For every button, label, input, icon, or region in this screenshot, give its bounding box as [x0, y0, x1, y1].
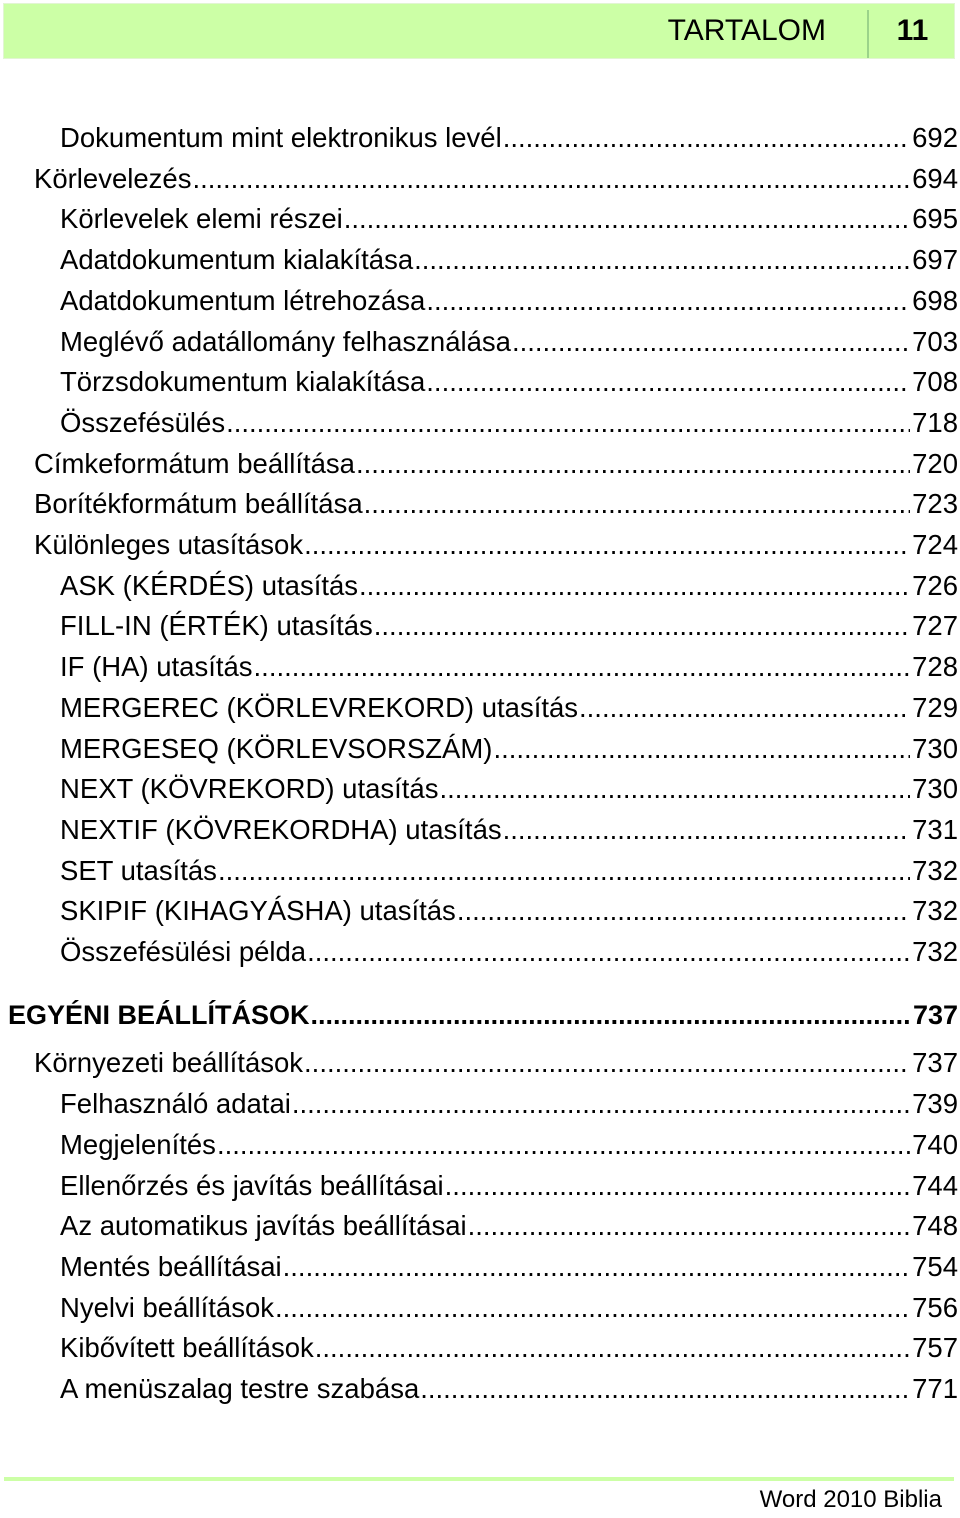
toc-entry[interactable]: [60, 688, 958, 728]
toc-entry-title: Borítékformátum beállítása: [34, 488, 363, 520]
dot-leader: [304, 1043, 910, 1083]
toc-entry[interactable]: [60, 729, 958, 769]
toc-entry-page: 757: [912, 1332, 958, 1364]
toc-entry-title: Meglévő adatállomány felhasználása: [60, 325, 511, 357]
chapter-title: TARTALOM: [667, 14, 826, 47]
dot-leader: [292, 1084, 910, 1124]
dot-leader: [356, 444, 910, 484]
page-number: 11: [896, 14, 929, 47]
toc-entry[interactable]: [8, 995, 958, 1035]
toc-entry[interactable]: [60, 606, 958, 646]
toc-entry-page: 726: [912, 569, 958, 601]
toc-entry-page: 732: [912, 936, 958, 967]
toc-entry[interactable]: [60, 362, 958, 402]
toc-entry-title: Körlevelek elemi részei: [60, 203, 343, 235]
toc-entry-page: 732: [912, 895, 958, 927]
dot-leader: [493, 729, 910, 769]
toc-entry-page: 695: [912, 203, 958, 235]
toc-entry-title: SKIPIF (KIHAGYÁSHA) utasítás: [60, 895, 456, 927]
toc-entry-page: 720: [912, 447, 958, 479]
dot-leader: [426, 281, 910, 321]
toc-entry-title: NEXTIF (KÖVREKORDHA) utasítás: [60, 813, 502, 845]
toc-entry[interactable]: [34, 1043, 958, 1083]
dot-leader: [344, 199, 910, 239]
toc-entry[interactable]: [60, 118, 958, 158]
toc-entry-title: A menüszalag testre szabása: [60, 1373, 420, 1404]
toc-entry-page: 723: [912, 488, 958, 520]
dot-leader: [226, 403, 910, 443]
toc-entry[interactable]: [60, 240, 958, 280]
page-header: [4, 4, 954, 58]
toc-entry-page: 698: [912, 284, 958, 316]
toc-entry-title: Címkeformátum beállítása: [34, 447, 355, 479]
toc-entry-title: Adatdokumentum kialakítása: [60, 244, 414, 276]
toc-entry[interactable]: [60, 1369, 958, 1409]
header-divider: [867, 10, 869, 58]
toc-entry-page: 737: [912, 1047, 958, 1079]
dot-leader: [439, 769, 910, 809]
toc-entry-page: 730: [912, 732, 958, 764]
toc-entry[interactable]: [34, 444, 958, 484]
toc-entry-title: EGYÉNI BEÁLLÍTÁSOK: [8, 999, 310, 1030]
dot-leader: [311, 995, 911, 1035]
toc-entry[interactable]: [60, 891, 958, 931]
dot-leader: [217, 1125, 910, 1165]
toc-entry-page: 728: [912, 651, 958, 683]
dot-leader: [192, 159, 910, 199]
toc-entry-title: Az automatikus javítás beállításai: [60, 1210, 467, 1242]
toc-entry-page: 740: [912, 1128, 958, 1160]
dot-leader: [512, 322, 910, 362]
dot-leader: [374, 606, 910, 646]
toc-entry[interactable]: [60, 199, 958, 239]
toc-entry-page: 694: [912, 162, 958, 194]
toc-entry-title: Körlevelezés: [34, 162, 192, 194]
toc-entry-title: Törzsdokumentum kialakítása: [60, 366, 426, 398]
toc-entry-page: 732: [912, 854, 958, 886]
toc-entry-title: Összefésülési példa: [60, 936, 307, 967]
dot-leader: [445, 1166, 910, 1206]
dot-leader: [359, 566, 910, 606]
dot-leader: [457, 891, 910, 931]
toc-entry-title: Felhasználó adatai: [60, 1088, 291, 1120]
toc-entry-page: 703: [912, 325, 958, 357]
toc-entry-title: MERGESEQ (KÖRLEVSORSZÁM): [60, 732, 493, 764]
toc-entry[interactable]: [60, 647, 958, 687]
toc-entry-title: SET utasítás: [60, 854, 217, 886]
toc-entry[interactable]: [60, 403, 958, 443]
toc-entry[interactable]: [60, 1206, 958, 1246]
toc-entry-title: Dokumentum mint elektronikus levél: [60, 122, 502, 153]
toc-entry-title: Összefésülés: [60, 406, 226, 438]
toc-entry-title: Megjelenítés: [60, 1128, 216, 1160]
toc-entry[interactable]: [60, 1288, 958, 1328]
dot-leader: [364, 484, 910, 524]
toc-entry[interactable]: [60, 932, 958, 972]
toc-entry[interactable]: [60, 1084, 958, 1124]
toc-entry-title: Kibővített beállítások: [60, 1332, 314, 1364]
toc-entry-page: 771: [912, 1373, 958, 1404]
toc-entry[interactable]: [60, 810, 958, 850]
toc-entry-title: Ellenőrzés és javítás beállításai: [60, 1169, 444, 1201]
dot-leader: [414, 240, 910, 280]
toc-entry-page: 744: [912, 1169, 958, 1201]
toc-entry-title: Mentés beállításai: [60, 1250, 282, 1282]
dot-leader: [307, 932, 910, 972]
dot-leader: [315, 1328, 910, 1368]
toc-entry[interactable]: [34, 484, 958, 524]
toc-entry[interactable]: [60, 1166, 958, 1206]
toc-entry-page: 756: [912, 1291, 958, 1323]
toc-entry-page: 697: [912, 244, 958, 276]
toc-entry[interactable]: [60, 769, 958, 809]
book-title: Word 2010 Biblia: [759, 1486, 942, 1513]
toc-entry[interactable]: [60, 851, 958, 891]
toc-entry[interactable]: [60, 1328, 958, 1368]
toc-entry-page: 737: [912, 999, 958, 1030]
dot-leader: [468, 1206, 911, 1246]
toc-entry[interactable]: [60, 566, 958, 606]
toc-entry-title: Különleges utasítások: [34, 529, 304, 560]
dot-leader: [275, 1288, 910, 1328]
toc-entry-title: FILL-IN (ÉRTÉK) utasítás: [60, 610, 373, 642]
toc-entry-page: 754: [912, 1250, 958, 1282]
toc-entry[interactable]: [60, 1125, 958, 1165]
toc-entry-title: ASK (KÉRDÉS) utasítás: [60, 569, 359, 601]
dot-leader: [254, 647, 911, 687]
toc-entry-page: 739: [912, 1088, 958, 1120]
toc-entry-title: NEXT (KÖVREKORD) utasítás: [60, 773, 439, 805]
toc-entry[interactable]: [60, 1247, 958, 1287]
toc-entry[interactable]: [34, 159, 958, 199]
dot-leader: [283, 1247, 910, 1287]
toc-entry-title: Adatdokumentum létrehozása: [60, 284, 426, 316]
toc-entry[interactable]: [34, 525, 958, 565]
toc-entry-page: 748: [912, 1210, 958, 1242]
toc-entry-title: IF (HA) utasítás: [60, 651, 253, 683]
toc-entry-title: Környezeti beállítások: [34, 1047, 304, 1079]
dot-leader: [218, 851, 910, 891]
toc-entry[interactable]: [60, 322, 958, 362]
toc-entry-page: 718: [912, 406, 958, 438]
dot-leader: [420, 1369, 910, 1409]
dot-leader: [304, 525, 910, 565]
toc-entry-page: 730: [912, 773, 958, 805]
toc-entry-page: 727: [912, 610, 958, 642]
dot-leader: [426, 362, 910, 402]
toc-entry-page: 724: [912, 529, 958, 560]
toc-entry[interactable]: [60, 281, 958, 321]
toc-entry-page: 708: [912, 366, 958, 398]
toc-entry-title: MERGEREC (KÖRLEVREKORD) utasítás: [60, 691, 579, 723]
dot-leader: [503, 118, 910, 158]
dot-leader: [503, 810, 910, 850]
toc-entry-page: 692: [912, 122, 958, 153]
toc-entry-page: 731: [912, 813, 958, 845]
toc-entry-title: Nyelvi beállítások: [60, 1291, 274, 1323]
dot-leader: [579, 688, 910, 728]
footer-rule: [4, 1477, 954, 1481]
toc-entry-page: 729: [912, 691, 958, 723]
